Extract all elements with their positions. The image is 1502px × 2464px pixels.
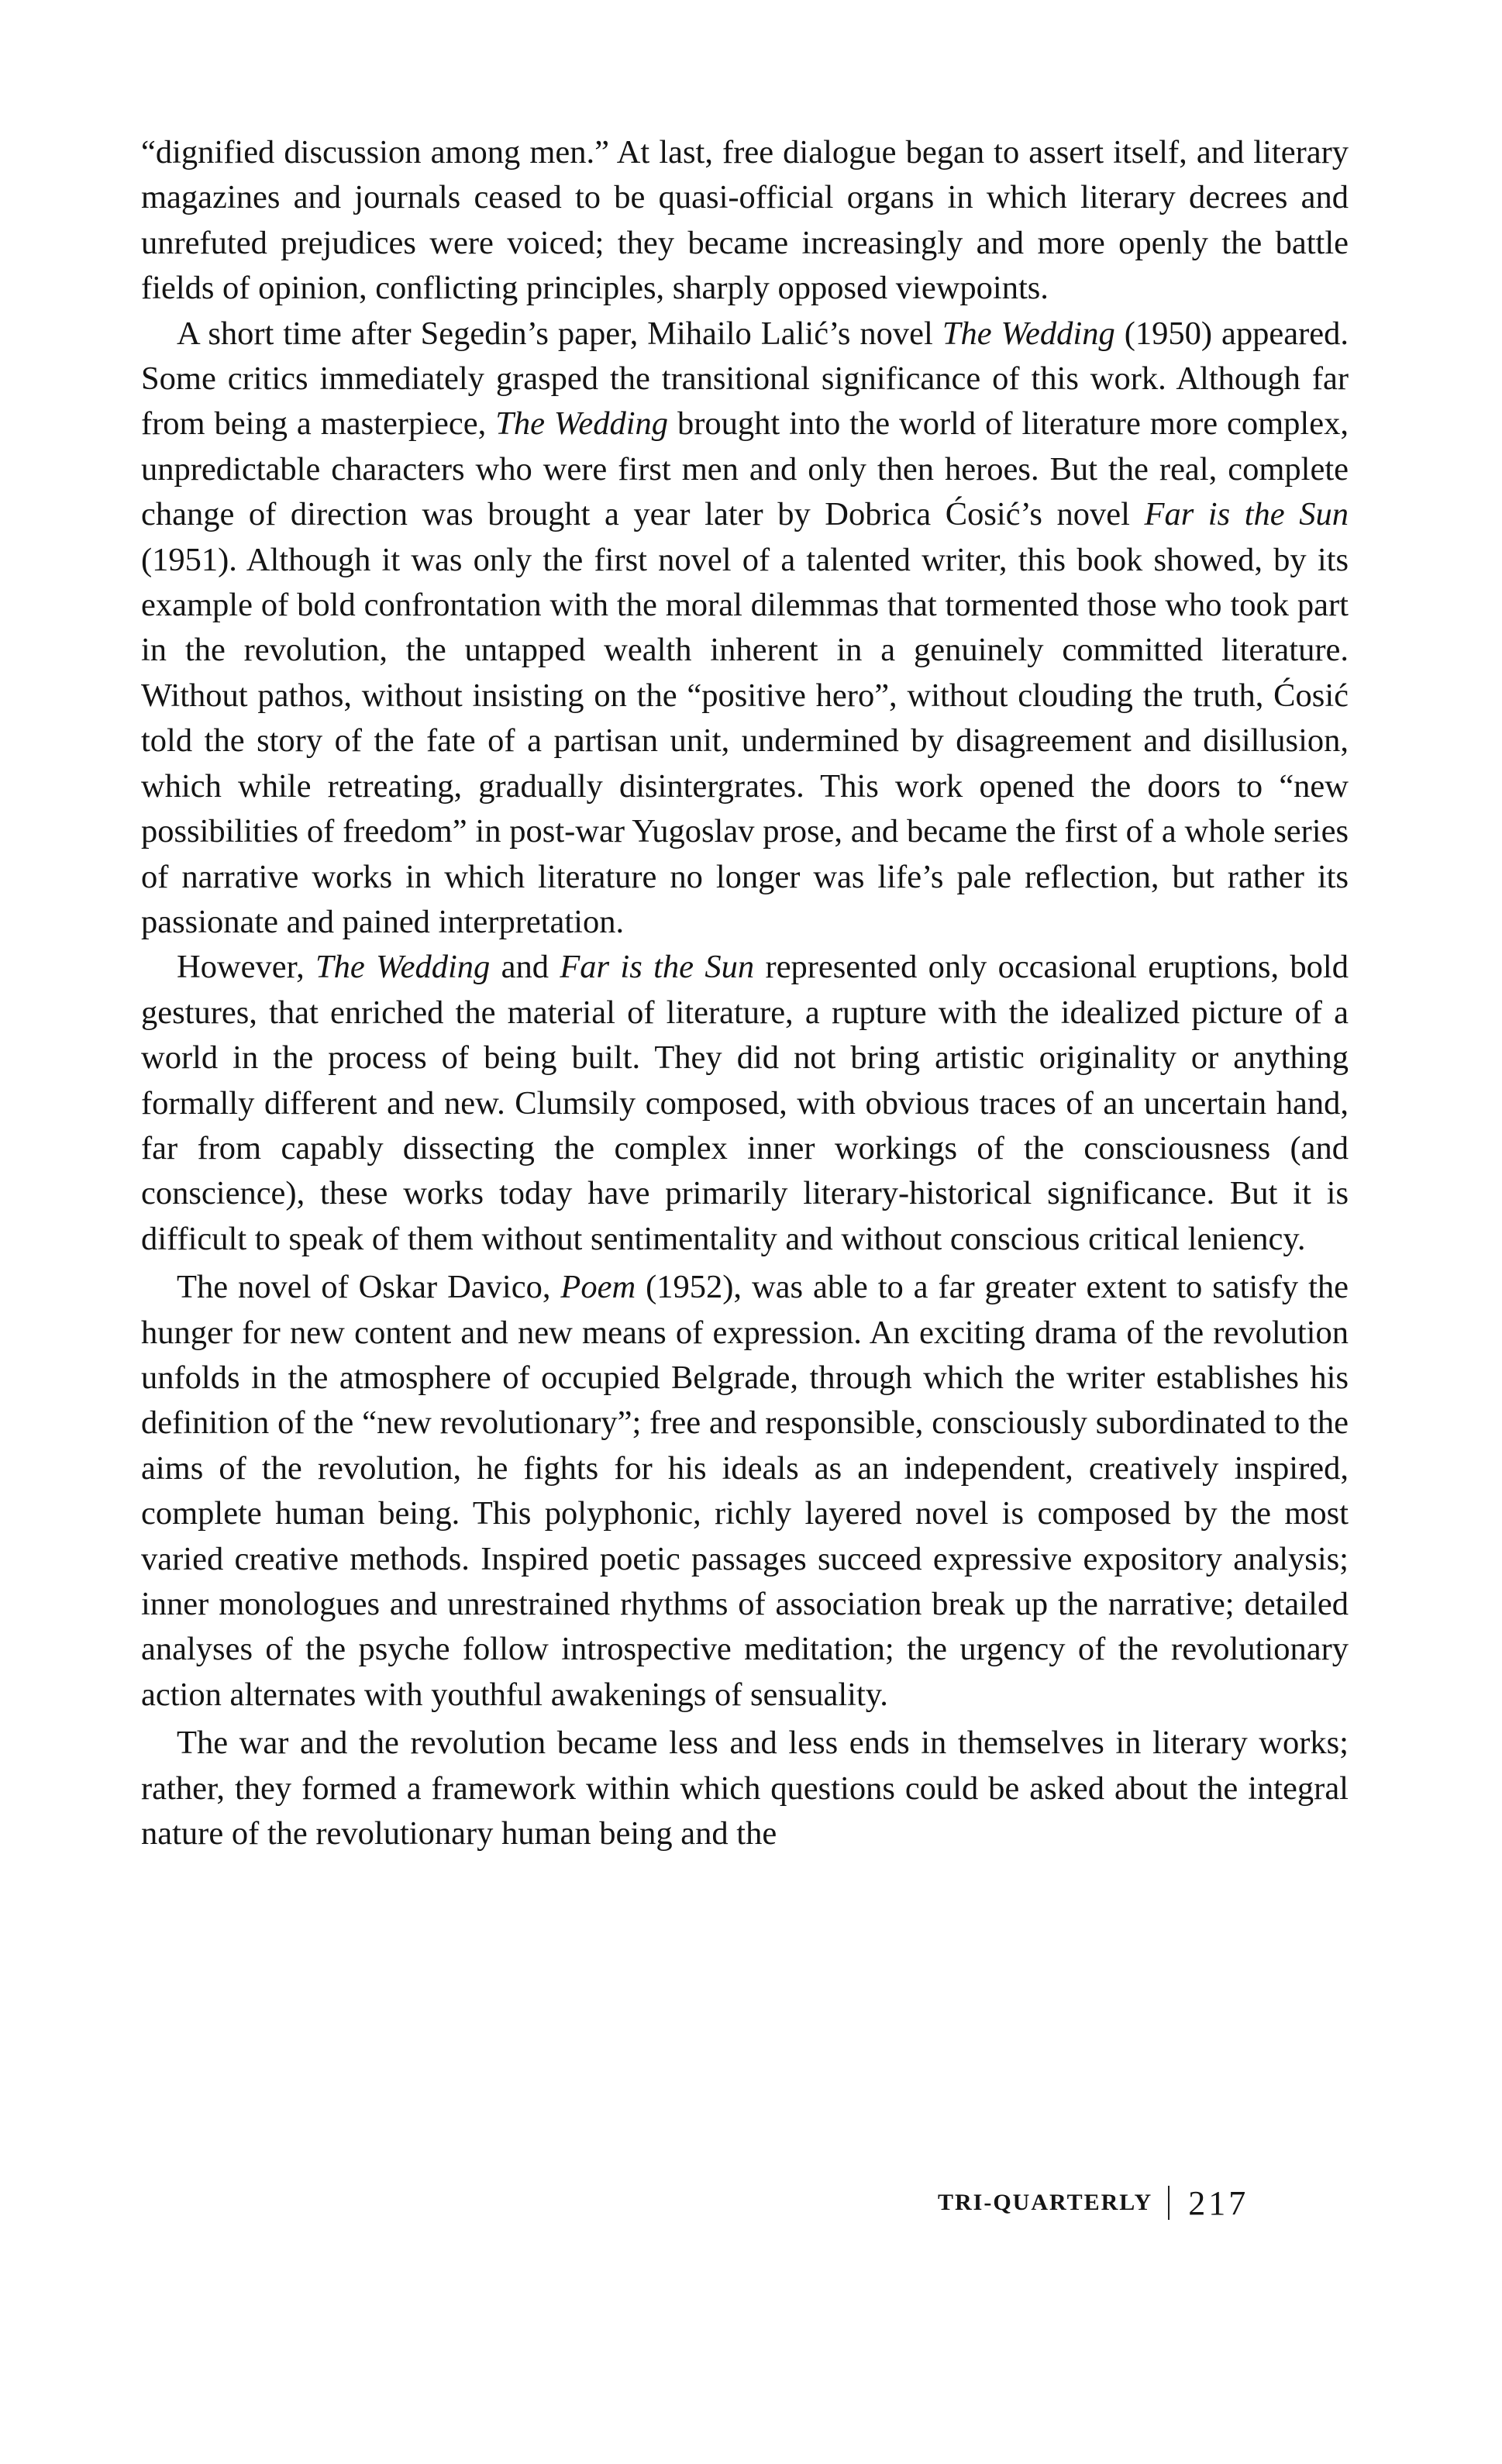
- book-title-far-is-the-sun: Far is the Sun: [560, 949, 755, 986]
- paragraph-5: [141, 1721, 1349, 1856]
- book-title-the-wedding: The Wedding: [315, 949, 491, 986]
- paragraph-3-text-c: represented only occasional eruptions, bold gestures, that enriched the material of literature, a rupture with the idealized picture of a world in the process of being built. They did not bring artistic originality or anything formally different and new. Clumsily composed, with obvious traces of an uncertain hand, far from capably dissecting the complex inner workings of the consciousness (and conscience), these works today have primarily literary-historical significance. But it is difficult to speak of them without sentimentality and without conscious critical leniency.: [141, 949, 1349, 1257]
- paragraph-5-text: The war and the revolution became less and less ends in themselves in literary works; rather, they formed a framework within which questions could be asked about the integral nature of the revolutionary human being and the: [141, 1725, 1349, 1852]
- paragraph-2-text-a: A short time after Segedin’s paper, Mihailo Lalić’s novel: [177, 315, 942, 352]
- paragraph-1-text: “dignified discussion among men.” At last, free dialogue began to assert itself, and literary magazines and journals ceased to be quasi-official organs in which literary decrees and unrefuted prejudices were voiced; they became increasingly and more openly the battle fields of opinion, conflicting principles, sharply opposed viewpoints.: [141, 134, 1349, 307]
- book-title-far-is-the-sun: Far is the Sun: [1144, 496, 1349, 533]
- paragraph-4-text-b: (1952), was able to a far greater extent to satisfy the hunger for new content and new means of expression. An exciting drama of the revolution unfolds in the atmosphere of occupied Belgrade, through which the writer establishes his definition of the “new revolutionary”; free and responsible, consciously subordinated to the aims of the revolution, he fights for his ideals as an independent, creatively inspired, complete human being. This polyphonic, richly layered novel is composed by the most varied creative methods. Inspired poetic passages succeed expressive expository analysis; inner monologues and unrestrained rhythms of association break up the narrative; detailed analyses of the psyche follow introspective meditation; the urgency of the revolutionary action alternates with youthful awakenings of sensuality.: [141, 1269, 1349, 1713]
- paragraph-2: [141, 312, 1349, 946]
- paragraph-4: [141, 1265, 1349, 1718]
- body-text: [141, 130, 1349, 1856]
- page-footer: [938, 2180, 1249, 2226]
- paragraph-3-text-a: However,: [177, 949, 316, 986]
- paragraph-2-text-c: brought into the world of literature more complex, unpredictable characters who were first men and only then heroes. But the real, complete change of direction was brought a year later by Dobrica Ćosić’s novel: [141, 405, 1349, 533]
- book-title-the-wedding: The Wedding: [495, 405, 669, 443]
- book-title-the-wedding: The Wedding: [942, 315, 1115, 352]
- paragraph-2-text-d: (1951). Although it was only the first novel of a talented writer, this book showed, by its example of bold confrontation with the moral dilemmas that tormented those who took part in the revolution, the untapped wealth inherent in a genuinely committed literature. Without pathos, without insisting on the “positive hero”, without clouding the truth, Ćosić told the story of the fate of a partisan unit, undermined by disagreement and disillusion, which while retreating, gradually disintergrates. This work opened the doors to “new possibilities of freedom” in post-war Yugoslav prose, and became the first of a whole series of narrative works in which literature no longer was life’s pale reflection, but rather its passionate and pained interpretation.: [141, 541, 1349, 940]
- paragraph-3: [141, 945, 1349, 1262]
- page-number: 217: [1188, 2183, 1249, 2222]
- footer-divider: [1168, 2186, 1170, 2220]
- paragraph-4-text-a: The novel of Oskar Davico,: [177, 1269, 561, 1306]
- paragraph-2-text-b: (1950) appeared. Some critics immediately grasped the transitional significance of this work. Although far from being a masterpiece,: [141, 315, 1349, 443]
- paragraph-1: [141, 130, 1349, 312]
- book-title-poem: Poem: [560, 1269, 636, 1306]
- journal-name: TRI-QUARTERLY: [938, 2190, 1153, 2215]
- paragraph-3-text-b: and: [490, 949, 560, 986]
